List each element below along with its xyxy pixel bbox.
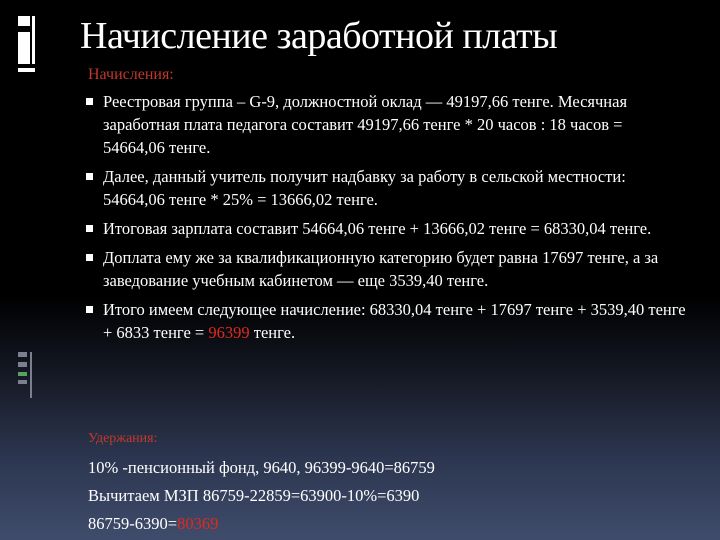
total-text: Итого имеем следующее начисление: 68330,04 тенге + 17697 тенге + 3539,40 тенге + 6833 тенге =: [103, 300, 686, 342]
deduction-line-2: Вычитаем МЗП 86759-22859=63900-10%=6390: [88, 486, 420, 505]
list-item-total: [86, 298, 686, 344]
list-item: Реестровая группа – G-9, должностной оклад — 49197,66 тенге. Месячная заработная плата педагога составит 49197,66 тенге * 20 часов : 18 часов = 54664,06 тенге.: [86, 90, 686, 159]
deduction-line-3: [88, 514, 218, 534]
slide-title: Начисление заработной платы: [80, 15, 558, 57]
accruals-heading: Начисления:: [88, 66, 174, 83]
deductions-heading: Удержания:: [88, 431, 158, 446]
net-text: 86759-6390=: [88, 514, 178, 533]
net-value: 80369: [177, 514, 219, 533]
total-suffix: тенге.: [249, 323, 296, 342]
list-item: Доплата ему же за квалификационную категорию будет равна 17697 тенге, а за заведование учебным кабинетом — еще 3539,40 тенге.: [86, 246, 686, 292]
list-item: Итоговая зарплата составит 54664,06 тенге + 13666,02 тенге = 68330,04 тенге.: [86, 217, 686, 240]
accruals-list: [86, 90, 686, 350]
list-item: Далее, данный учитель получит надбавку за работу в сельской местности: 54664,06 тенге * 25% = 13666,02 тенге.: [86, 165, 686, 211]
deduction-line-1: 10% -пенсионный фонд, 9640, 96399-9640=86759: [88, 458, 435, 477]
total-value: 96399: [208, 323, 250, 342]
